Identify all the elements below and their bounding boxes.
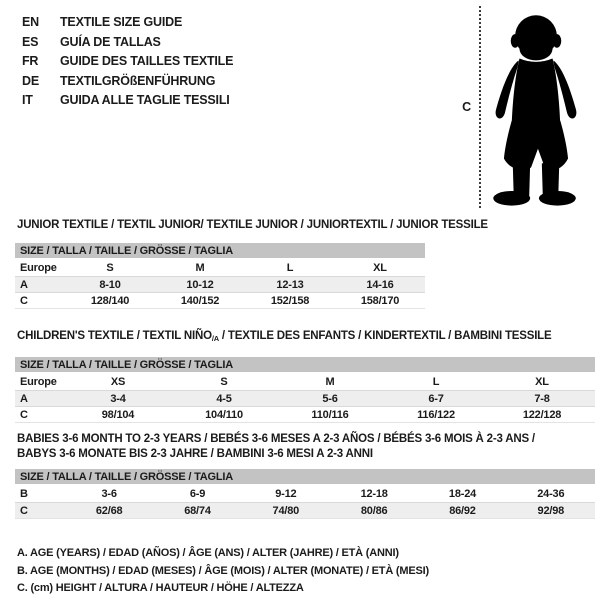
children-table bbox=[15, 357, 595, 423]
language-label: GUÍA DE TALLAS bbox=[60, 34, 161, 49]
table-cell: 14-16 bbox=[366, 278, 394, 291]
language-code: FR bbox=[22, 54, 39, 68]
table-cell: 24-36 bbox=[537, 488, 565, 500]
column-label: M bbox=[325, 376, 335, 388]
row-label: C bbox=[20, 408, 28, 421]
table-cell: 68/74 bbox=[184, 504, 211, 517]
measure-c-label: C bbox=[462, 100, 471, 114]
table-cell: 152/158 bbox=[270, 294, 310, 307]
junior-title: JUNIOR TEXTILE / TEXTIL JUNIOR/ TEXTILE JUNIOR / JUNIORTEXTIL / JUNIOR TESSILE bbox=[17, 219, 488, 231]
table-row-c bbox=[15, 502, 595, 518]
table-cell: 140/152 bbox=[180, 294, 220, 307]
junior-table bbox=[15, 243, 425, 309]
children-title bbox=[17, 329, 600, 346]
table-cell: 86/92 bbox=[449, 504, 476, 517]
language-list bbox=[22, 13, 233, 111]
table-cell: 92/98 bbox=[537, 504, 565, 517]
table-cell: 10-12 bbox=[186, 278, 214, 291]
language-label: TEXTILGRÖßENFÜHRUNG bbox=[60, 73, 216, 88]
table-cell: 62/68 bbox=[95, 504, 123, 517]
babies-table bbox=[15, 469, 595, 519]
table-cell: 3-6 bbox=[101, 488, 117, 500]
table-cell: 8-10 bbox=[99, 278, 121, 291]
size-header-bar: SIZE / TALLA / TAILLE / GRÖSSE / TAGLIA bbox=[15, 469, 595, 484]
language-row-en bbox=[22, 13, 233, 33]
table-cell: 5-6 bbox=[322, 392, 338, 405]
babies-section bbox=[0, 432, 600, 519]
table-cell: 7-8 bbox=[534, 392, 550, 405]
legend-line-c: C. (cm) HEIGHT / ALTURA / HAUTEUR / HÖHE / ALTEZZA bbox=[17, 582, 304, 594]
language-row-es bbox=[22, 33, 233, 53]
language-code: EN bbox=[22, 15, 39, 29]
row-label: C bbox=[20, 294, 28, 307]
table-cell: 110/116 bbox=[311, 408, 349, 421]
table-row-a bbox=[15, 276, 425, 292]
table-cell: 80/86 bbox=[360, 504, 388, 517]
table-cell: 4-5 bbox=[216, 392, 232, 405]
height-dotted-line bbox=[479, 6, 481, 208]
legend-line-b: B. AGE (MONTHS) / EDAD (MESES) / ÂGE (MOIS) / ALTER (MONATE) / ETÀ (MESI) bbox=[17, 564, 429, 577]
legend-line-a: A. AGE (YEARS) / EDAD (AÑOS) / ÂGE (ANS) / ALTER (JAHRE) / ETÀ (ANNI) bbox=[17, 547, 399, 559]
table-cell: 18-24 bbox=[448, 488, 477, 500]
row-label: A bbox=[20, 278, 28, 291]
column-label: Europe bbox=[20, 262, 57, 274]
table-row-c bbox=[15, 292, 425, 308]
size-header-bar: SIZE / TALLA / TAILLE / GRÖSSE / TAGLIA bbox=[15, 243, 425, 258]
table-cell: 116/122 bbox=[417, 408, 455, 421]
column-label: L bbox=[432, 376, 440, 388]
language-label: GUIDE DES TAILLES TEXTILE bbox=[60, 54, 234, 68]
column-header-row bbox=[15, 260, 425, 276]
height-measure-figure bbox=[462, 6, 586, 208]
baby-silhouette-image bbox=[486, 6, 586, 208]
column-label: XS bbox=[110, 376, 126, 388]
legend bbox=[17, 545, 600, 598]
language-row-de bbox=[22, 72, 233, 92]
column-label: XL bbox=[373, 262, 387, 274]
title-part: CHILDREN'S TEXTILE / TEXTIL NIÑO bbox=[17, 330, 212, 342]
babies-title-line2: BABYS 3-6 MONATE BIS 2-3 JAHRE / BAMBINI 3-6 MESI A 2-3 ANNI bbox=[17, 448, 373, 460]
junior-section bbox=[0, 218, 600, 309]
table-cell: 6-9 bbox=[189, 488, 206, 500]
table-cell: 104/110 bbox=[205, 408, 243, 421]
language-code: DE bbox=[22, 73, 39, 88]
column-label: M bbox=[195, 262, 205, 274]
table-cell: 12-13 bbox=[276, 278, 304, 291]
column-label: S bbox=[220, 376, 228, 388]
language-label: TEXTILE SIZE GUIDE bbox=[60, 15, 183, 29]
language-code: IT bbox=[22, 93, 33, 107]
title-part: / TEXTILE DES ENFANTS / KINDERTEXTIL / BAMBINI TESSILE bbox=[218, 330, 552, 342]
table-cell: 122/128 bbox=[522, 408, 562, 421]
row-label: B bbox=[20, 488, 28, 500]
header-section bbox=[0, 0, 600, 212]
table-cell: 158/170 bbox=[360, 294, 400, 307]
size-header-bar: SIZE / TALLA / TAILLE / GRÖSSE / TAGLIA bbox=[15, 357, 595, 372]
table-cell: 3-4 bbox=[110, 392, 126, 405]
column-label: XL bbox=[535, 376, 549, 388]
column-header-row bbox=[15, 374, 595, 390]
row-label: A bbox=[20, 392, 28, 405]
table-cell: 128/140 bbox=[90, 294, 130, 307]
table-row-c bbox=[15, 406, 595, 422]
table-cell: 74/80 bbox=[272, 504, 300, 517]
language-row-fr bbox=[22, 52, 233, 72]
children-section bbox=[0, 329, 600, 423]
column-label: S bbox=[106, 262, 114, 274]
table-cell: 9-12 bbox=[275, 488, 297, 500]
language-label: GUIDA ALLE TAGLIE TESSILI bbox=[60, 93, 230, 107]
column-label: Europe bbox=[20, 376, 57, 388]
language-row-it bbox=[22, 91, 233, 111]
babies-title bbox=[17, 432, 600, 462]
column-label: L bbox=[286, 262, 294, 274]
title-part-subscript: /A bbox=[211, 334, 219, 343]
row-label: C bbox=[20, 504, 28, 517]
babies-title-line1: BABIES 3-6 MONTH TO 2-3 YEARS / BEBÉS 3-6 MESES A 2-3 AÑOS / BÉBÉS 3-6 MOIS À 2-3 ANS / bbox=[17, 433, 535, 445]
table-row-b bbox=[15, 486, 595, 502]
language-code: ES bbox=[22, 34, 39, 49]
table-cell: 6-7 bbox=[428, 392, 444, 405]
table-cell: 12-18 bbox=[360, 488, 388, 500]
table-cell: 98/104 bbox=[101, 408, 135, 421]
table-row-a bbox=[15, 390, 595, 406]
